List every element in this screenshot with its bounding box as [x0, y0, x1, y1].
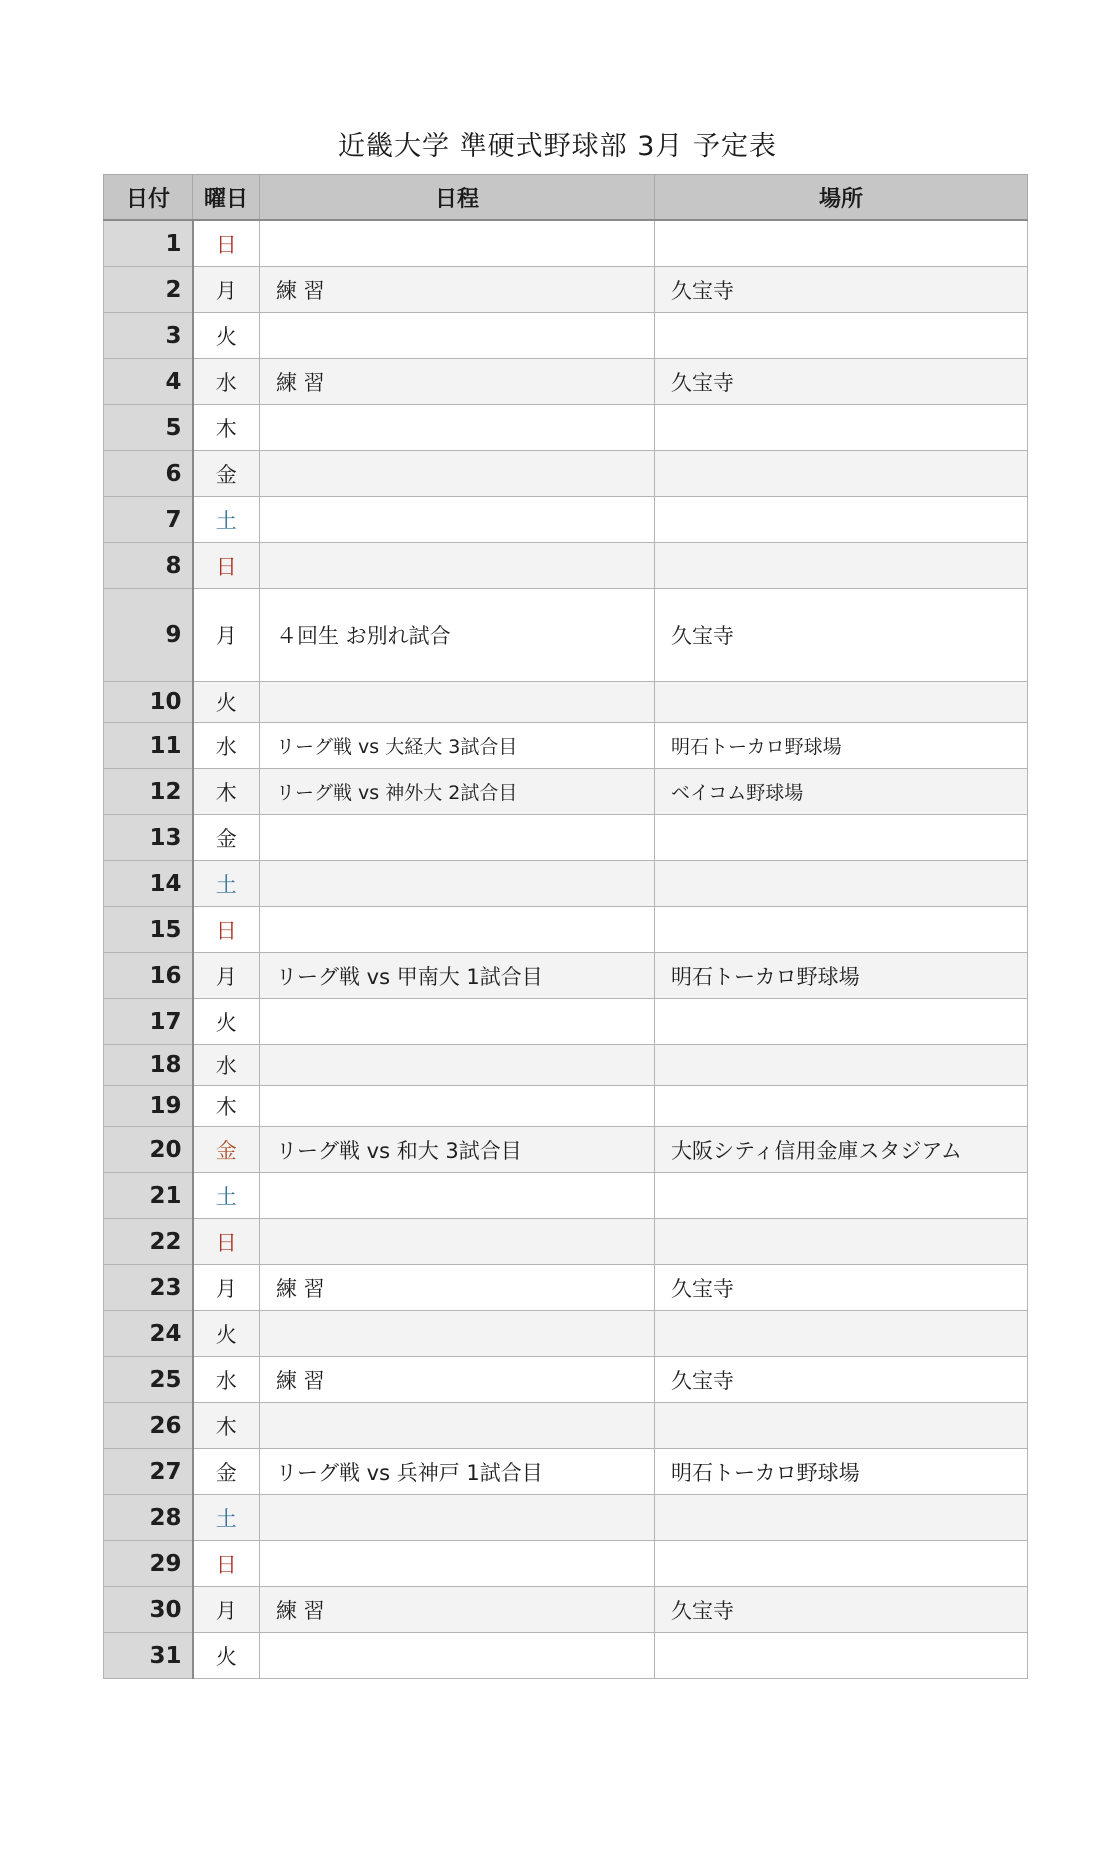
- table-row: [104, 907, 1028, 953]
- schedule-cell: [260, 220, 655, 267]
- table-row: [104, 543, 1028, 589]
- day-of-week-cell: 木: [193, 1403, 260, 1449]
- day-of-week-cell: 金: [193, 451, 260, 497]
- place-cell: [655, 907, 1028, 953]
- date-cell: 14: [104, 861, 193, 907]
- table-row: [104, 682, 1028, 723]
- date-cell: 18: [104, 1045, 193, 1086]
- table-row: [104, 1587, 1028, 1633]
- place-cell: 久宝寺: [655, 267, 1028, 313]
- header-date: 日付: [104, 175, 193, 221]
- day-of-week-cell: 日: [193, 220, 260, 267]
- schedule-cell: [260, 451, 655, 497]
- day-of-week-cell: 水: [193, 359, 260, 405]
- table-row: [104, 1357, 1028, 1403]
- date-cell: 7: [104, 497, 193, 543]
- table-row: [104, 313, 1028, 359]
- date-cell: 20: [104, 1127, 193, 1173]
- table-row: [104, 497, 1028, 543]
- page-title: 近畿大学 準硬式野球部 3月 予定表: [338, 131, 777, 162]
- place-cell: [655, 1086, 1028, 1127]
- day-of-week-cell: 水: [193, 1045, 260, 1086]
- date-cell: 6: [104, 451, 193, 497]
- day-of-week-cell: 金: [193, 1449, 260, 1495]
- schedule-cell: [260, 1086, 655, 1127]
- place-cell: [655, 1219, 1028, 1265]
- table-row: [104, 589, 1028, 682]
- date-cell: 30: [104, 1587, 193, 1633]
- header-day-of-week: 曜日: [193, 175, 260, 221]
- table-row: [104, 1045, 1028, 1086]
- schedule-cell: 練 習: [260, 1587, 655, 1633]
- day-of-week-cell: 金: [193, 815, 260, 861]
- date-cell: 29: [104, 1541, 193, 1587]
- place-cell: 久宝寺: [655, 1357, 1028, 1403]
- table-row: [104, 769, 1028, 815]
- place-cell: [655, 1173, 1028, 1219]
- day-of-week-cell: 月: [193, 1587, 260, 1633]
- date-cell: 1: [104, 220, 193, 267]
- day-of-week-cell: 火: [193, 1633, 260, 1679]
- table-row: [104, 1086, 1028, 1127]
- schedule-cell: [260, 313, 655, 359]
- place-cell: [655, 861, 1028, 907]
- day-of-week-cell: 水: [193, 1357, 260, 1403]
- date-cell: 12: [104, 769, 193, 815]
- schedule-cell: 練 習: [260, 359, 655, 405]
- day-of-week-cell: 日: [193, 907, 260, 953]
- day-of-week-cell: 土: [193, 497, 260, 543]
- schedule-cell: [260, 1541, 655, 1587]
- place-cell: [655, 1633, 1028, 1679]
- place-cell: [655, 815, 1028, 861]
- schedule-cell: リーグ戦 vs 大経大 3試合目: [260, 723, 655, 769]
- schedule-cell: 練 習: [260, 1265, 655, 1311]
- date-cell: 26: [104, 1403, 193, 1449]
- table-row: [104, 1173, 1028, 1219]
- date-cell: 24: [104, 1311, 193, 1357]
- day-of-week-cell: 火: [193, 1311, 260, 1357]
- header-place: 場所: [655, 175, 1028, 221]
- day-of-week-cell: 日: [193, 1541, 260, 1587]
- schedule-cell: [260, 497, 655, 543]
- day-of-week-cell: 月: [193, 589, 260, 682]
- schedule-cell: [260, 1219, 655, 1265]
- date-cell: 25: [104, 1357, 193, 1403]
- place-cell: [655, 313, 1028, 359]
- schedule-cell: [260, 1495, 655, 1541]
- date-cell: 22: [104, 1219, 193, 1265]
- table-row: [104, 1311, 1028, 1357]
- place-cell: [655, 1311, 1028, 1357]
- day-of-week-cell: 日: [193, 1219, 260, 1265]
- schedule-cell: [260, 907, 655, 953]
- date-cell: 13: [104, 815, 193, 861]
- place-cell: [655, 682, 1028, 723]
- schedule-cell: [260, 1633, 655, 1679]
- day-of-week-cell: 木: [193, 405, 260, 451]
- place-cell: 久宝寺: [655, 1587, 1028, 1633]
- table-row: [104, 1633, 1028, 1679]
- place-cell: [655, 451, 1028, 497]
- place-cell: [655, 1403, 1028, 1449]
- date-cell: 28: [104, 1495, 193, 1541]
- schedule-cell: リーグ戦 vs 神外大 2試合目: [260, 769, 655, 815]
- table-row: [104, 1495, 1028, 1541]
- header-row: [104, 175, 1028, 221]
- day-of-week-cell: 火: [193, 313, 260, 359]
- place-cell: 明石トーカロ野球場: [655, 1449, 1028, 1495]
- date-cell: 5: [104, 405, 193, 451]
- table-row: [104, 1219, 1028, 1265]
- place-cell: 久宝寺: [655, 359, 1028, 405]
- date-cell: 3: [104, 313, 193, 359]
- place-cell: [655, 1045, 1028, 1086]
- table-row: [104, 1127, 1028, 1173]
- table-row: [104, 953, 1028, 999]
- date-cell: 10: [104, 682, 193, 723]
- day-of-week-cell: 月: [193, 953, 260, 999]
- schedule-cell: [260, 1311, 655, 1357]
- table-row: [104, 723, 1028, 769]
- date-cell: 11: [104, 723, 193, 769]
- place-cell: [655, 497, 1028, 543]
- day-of-week-cell: 土: [193, 1173, 260, 1219]
- schedule-cell: [260, 815, 655, 861]
- table-row: [104, 405, 1028, 451]
- date-cell: 23: [104, 1265, 193, 1311]
- table-row: [104, 220, 1028, 267]
- date-cell: 9: [104, 589, 193, 682]
- table-row: [104, 815, 1028, 861]
- date-cell: 19: [104, 1086, 193, 1127]
- day-of-week-cell: 日: [193, 543, 260, 589]
- place-cell: ベイコム野球場: [655, 769, 1028, 815]
- table-row: [104, 1403, 1028, 1449]
- day-of-week-cell: 水: [193, 723, 260, 769]
- day-of-week-cell: 土: [193, 861, 260, 907]
- day-of-week-cell: 木: [193, 769, 260, 815]
- schedule-cell: 練 習: [260, 267, 655, 313]
- place-cell: 明石トーカロ野球場: [655, 953, 1028, 999]
- day-of-week-cell: 土: [193, 1495, 260, 1541]
- schedule-cell: [260, 1045, 655, 1086]
- day-of-week-cell: 火: [193, 682, 260, 723]
- schedule-cell: リーグ戦 vs 兵神戸 1試合目: [260, 1449, 655, 1495]
- place-cell: 大阪シティ信用金庫スタジアム: [655, 1127, 1028, 1173]
- place-cell: [655, 405, 1028, 451]
- date-cell: 2: [104, 267, 193, 313]
- schedule-cell: [260, 861, 655, 907]
- schedule-cell: [260, 1173, 655, 1219]
- date-cell: 17: [104, 999, 193, 1045]
- schedule-cell: 練 習: [260, 1357, 655, 1403]
- date-cell: 27: [104, 1449, 193, 1495]
- table-row: [104, 1541, 1028, 1587]
- schedule-cell: ４回生 お別れ試合: [260, 589, 655, 682]
- schedule-cell: リーグ戦 vs 甲南大 1試合目: [260, 953, 655, 999]
- place-cell: [655, 1541, 1028, 1587]
- date-cell: 21: [104, 1173, 193, 1219]
- table-row: [104, 1449, 1028, 1495]
- table-row: [104, 359, 1028, 405]
- schedule-cell: [260, 1403, 655, 1449]
- table-row: [104, 1265, 1028, 1311]
- table-row: [104, 267, 1028, 313]
- day-of-week-cell: 火: [193, 999, 260, 1045]
- date-cell: 4: [104, 359, 193, 405]
- header-schedule: 日程: [260, 175, 655, 221]
- schedule-table: [103, 174, 1028, 1679]
- date-cell: 8: [104, 543, 193, 589]
- day-of-week-cell: 月: [193, 267, 260, 313]
- place-cell: 明石トーカロ野球場: [655, 723, 1028, 769]
- place-cell: [655, 543, 1028, 589]
- table-row: [104, 451, 1028, 497]
- date-cell: 16: [104, 953, 193, 999]
- day-of-week-cell: 月: [193, 1265, 260, 1311]
- schedule-cell: [260, 999, 655, 1045]
- schedule-cell: リーグ戦 vs 和大 3試合目: [260, 1127, 655, 1173]
- schedule-cell: [260, 543, 655, 589]
- place-cell: [655, 999, 1028, 1045]
- date-cell: 15: [104, 907, 193, 953]
- place-cell: [655, 1495, 1028, 1541]
- place-cell: 久宝寺: [655, 1265, 1028, 1311]
- table-row: [104, 999, 1028, 1045]
- place-cell: 久宝寺: [655, 589, 1028, 682]
- day-of-week-cell: 木: [193, 1086, 260, 1127]
- place-cell: [655, 220, 1028, 267]
- table-row: [104, 861, 1028, 907]
- day-of-week-cell: 金: [193, 1127, 260, 1173]
- date-cell: 31: [104, 1633, 193, 1679]
- schedule-cell: [260, 682, 655, 723]
- schedule-cell: [260, 405, 655, 451]
